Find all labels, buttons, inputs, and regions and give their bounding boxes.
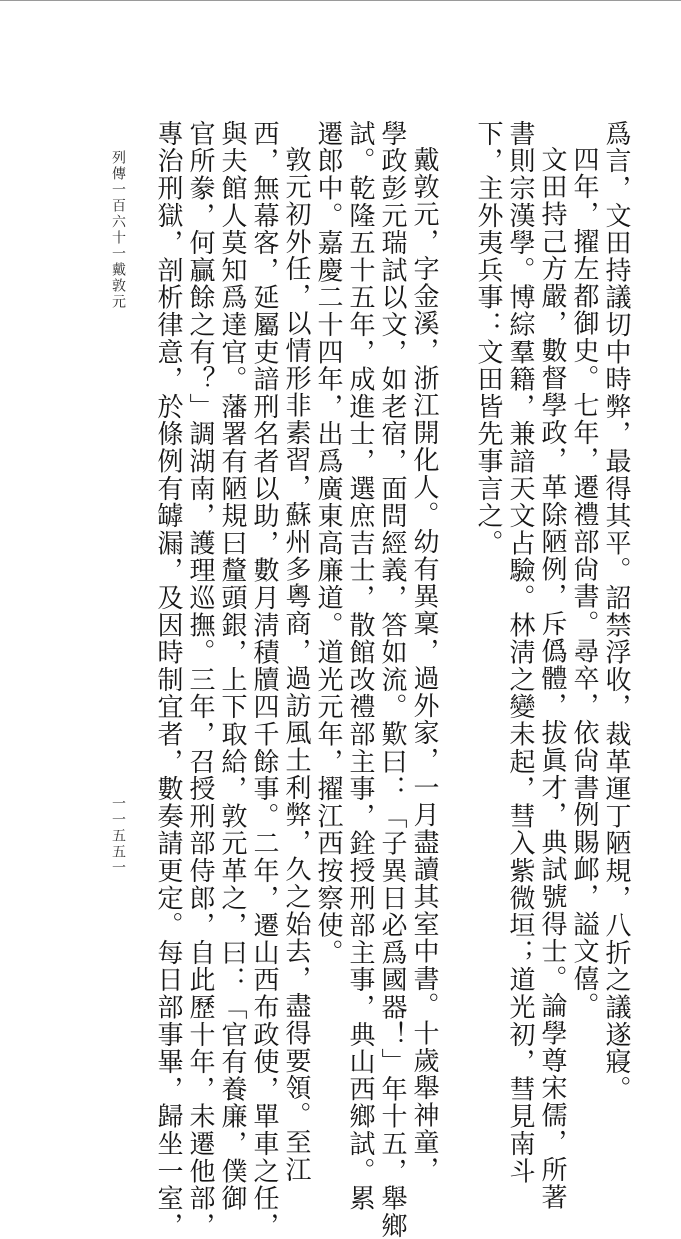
text-column-9: 遷郎中。嘉慶二十四年，出爲廣東高廉道。道光元年，擢江西按察使。: [313, 120, 343, 967]
text-column-13: 官所豢，何贏餘之有？」調湖南，護理巡撫。三年，召授刑部侍郎，自此歷十年，未遷他部，: [185, 120, 215, 1239]
page-number: 一一五五一: [110, 796, 126, 876]
text-column-10: 敦元初外任，以情形非素習，蘇州多粵商，過訪風土利弊，久之始去，盡得要領。至江: [281, 146, 311, 1184]
running-header: 列傳一百六十一: [110, 150, 126, 262]
text-column-2: 四年，擢左都御史。七年，遷禮部尙書。尋卒，依尙書例賜䘏，謚文僖。: [569, 146, 599, 1020]
text-column-3: 文田持己方嚴，數督學政，革除陋例，斥僞體，拔眞才，典試號得士。論學尊宋儒，所著: [537, 146, 567, 1211]
text-column-6: 戴敦元，字金溪，浙江開化人。幼有異稟，過外家，一月盡讀其室中書。十歲舉神童，: [409, 146, 439, 1184]
text-column-12: 與夫館人莫知爲達官。藩署有陋規曰釐頭銀，上下取給，敦元革之，曰：「官有養廉，僕御: [217, 120, 247, 1212]
text-column-4: 書則宗漢學。博綜羣籍，兼諳天文占驗。林淸之變未起，彗入紫微垣；道光初，彗見南斗: [505, 120, 535, 1185]
header-name: 戴敦元: [110, 262, 126, 310]
text-column-1: 爲言，文田持議切中時弊，最得其平。詔禁浮收，裁革運丁陋規，八折之議遂寢。: [601, 120, 631, 1103]
text-column-8: 試。乾隆五十五年，成進士，選庶吉士，散館改禮部主事，銓授刑部主事，典山西鄉試。累: [345, 120, 375, 1212]
text-column-5: 下，主外夷兵事：文田皆先事言之。: [473, 120, 503, 557]
text-column-11: 西，無幕客，延屬吏諳刑名者以助，數月淸積牘四千餘事。二年，遷山西布政使，單車之任，: [249, 120, 279, 1239]
text-column-7: 學政彭元瑞試以文，如老宿，面問經義，答如流。歎曰：「子異日必爲國器！」年十五，舉鄉: [377, 120, 407, 1239]
text-column-14: 專治刑獄，剖析律意，於條例有罅漏，及因時制宜者，數奏請更定。每日部事畢，歸坐一室，: [153, 120, 183, 1239]
top-rule: [0, 0, 681, 1]
